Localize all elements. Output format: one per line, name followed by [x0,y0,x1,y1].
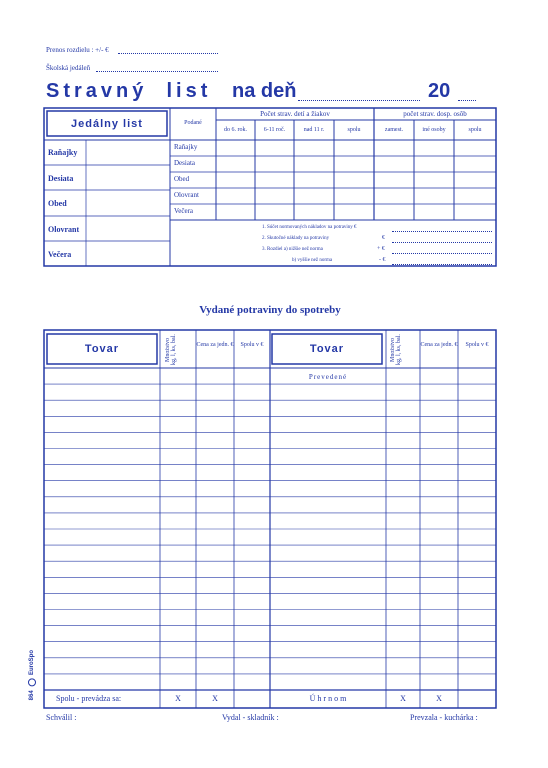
title-na-den: na deň [232,80,297,102]
note-2: 2. Skutočné náklady na potraviny [262,236,330,241]
col-6-11: 6-11 roč. [263,127,286,133]
note-3a-sign: + € [377,246,385,252]
group1-header: Počet strav. detí a žiakov [260,110,330,118]
x-mark-3: X [400,694,406,703]
note-2-field[interactable] [392,242,492,243]
podane-ranajky: Raňajky [174,143,198,151]
podane-vecera: Večera [174,207,194,215]
spolu-prevadza-label: Spolu - prevádza sa: [56,694,122,703]
vydal-label: Vydal - skladník : [222,713,279,722]
meal-vecera: Večera [48,250,72,259]
section-title: Vydané potraviny do spotreby [199,304,341,316]
col-nad11: nad 11 r. [303,127,325,133]
note-3b-field[interactable] [392,264,492,265]
meal-olovrant: Olovrant [48,225,80,234]
note-1: 1. Súčet normovaných nákladov na potraviny € [262,225,357,230]
note-3b-sign: - € [379,257,386,263]
cena-header-left: Cena za jedn. € [196,342,234,348]
eurospo-logo-icon [28,679,36,687]
side-code: 864 [29,690,35,701]
col-do6: do 6. rok. [224,127,247,133]
col-spolu-deti: spolu [347,127,361,133]
x-mark-4: X [436,694,442,703]
spolu-header-right: Spolu v € [465,342,489,348]
mnozstvo-header-left: Množstvo kg, l, ks, bal. [165,334,177,366]
side-brand: EuroSpo [29,650,35,675]
menu-label: Jedálny list [71,117,143,130]
x-mark-1: X [175,694,181,703]
prevedene-label: Prevedené [308,373,348,381]
x-mark-2: X [212,694,218,703]
note-3b: b) vyššie než norma [292,258,333,263]
schvalil-label: Schválil : [46,713,77,722]
col-ine-osoby: iné osoby [422,127,446,133]
uhrnom-label: Ú h r n o m [309,694,347,703]
jedalen-label: Školská jedáleň [46,64,91,72]
prenos-label: Prenos rozdielu : +/- € [46,46,109,54]
prevzala-label: Prevzala - kuchárka : [410,713,478,722]
meal-desiata: Desiata [48,174,74,183]
note-2-sign: € [382,235,385,241]
title-year: 20 [428,80,451,102]
podane-obed: Obed [174,175,190,183]
title-main: Stravný list [46,80,212,102]
spolu-header-left: Spolu v € [240,342,264,348]
mnozstvo-header-right: Množstvo kg, l, ks, bal. [390,334,402,366]
col-zamest: zamest. [384,127,404,133]
side-brand-mark [28,650,36,700]
col-spolu-dosp: spolu [468,127,482,133]
podane-olovrant: Olovrant [174,191,199,199]
podane-header: Podané [184,120,202,126]
tovar-header-right: Tovar [309,343,345,355]
meal-ranajky: Raňajky [48,148,78,157]
meal-obed: Obed [48,199,67,208]
tovar-header-left: Tovar [84,343,120,355]
cena-header-right: Cena za jedn. € [420,342,458,348]
note-1-field[interactable] [392,231,492,232]
note-3a-field[interactable] [392,253,492,254]
group2-header: počet strav. dosp. osôb [403,110,467,118]
podane-desiata: Desiata [174,159,195,167]
note-3a: 3. Rozdiel a) nižšie než norma [262,247,323,252]
